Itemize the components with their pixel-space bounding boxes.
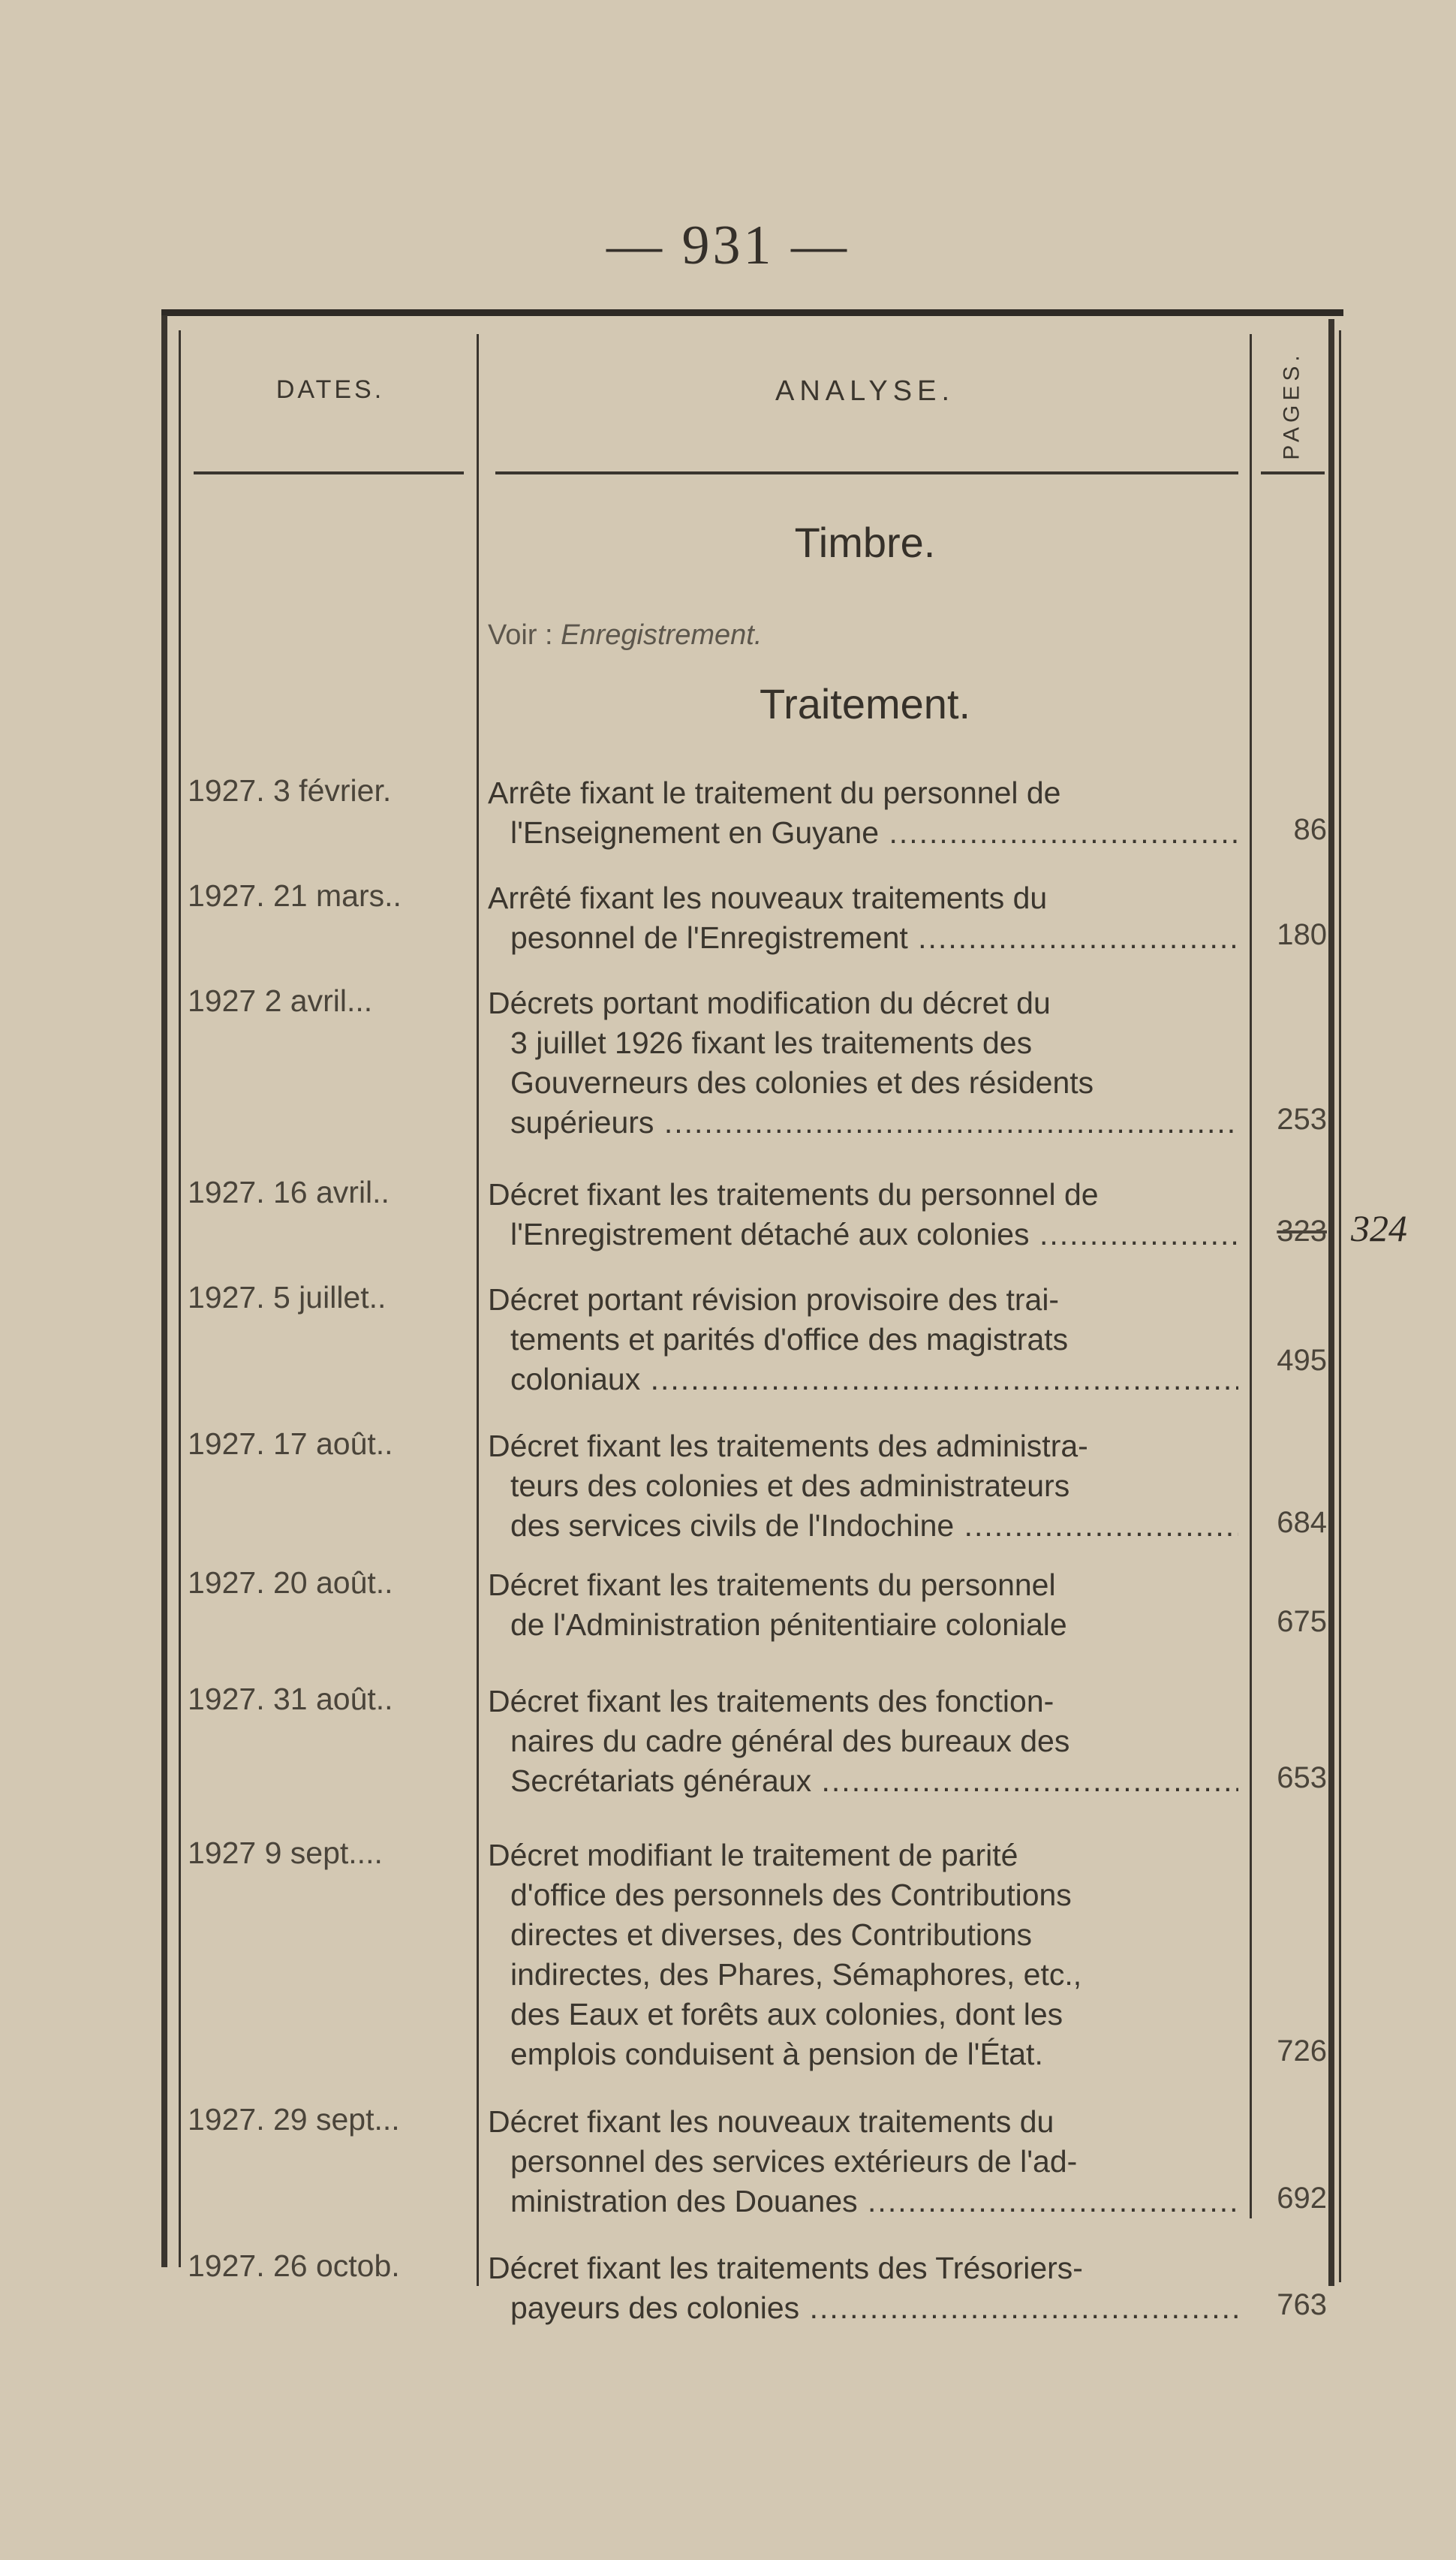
pages-header-rule <box>1261 471 1325 474</box>
see-also-reference: Voir : Enregistrement. <box>488 619 763 651</box>
entry-date: 1927. 5 juillet.. <box>188 1280 387 1315</box>
table-right-border <box>1328 319 1334 2286</box>
entry-date: 1927. 3 février. <box>188 773 392 808</box>
entry-analysis: Décret portant révision provisoire des trai- tements et parités d'office des magistrats coloniaux ..... <box>488 1280 1238 1399</box>
entry-date: 1927 9 sept.... <box>188 1836 383 1870</box>
table-left-inner-rule <box>179 330 181 2267</box>
section-title-timbre: Timbre. <box>794 519 936 566</box>
entry-date: 1927. 16 avril.. <box>188 1175 390 1209</box>
entry-date: 1927. 20 août.. <box>188 1565 393 1600</box>
entry-date: 1927. 26 octob. <box>188 2248 400 2283</box>
dates-column-rule <box>477 334 479 2286</box>
analysis-column-rule <box>1250 334 1252 2218</box>
entry-analysis: Décret modifiant le traitement de parité d'office des personnels des Contributions directes et diverses, des Contributions indirectes, des Phares, Sémaphores, etc., des Eaux et forêts aux colonies, dont les emplois conduisent à pension de l'État. <box>488 1838 1082 2071</box>
entry-date: 1927 2 avril... <box>188 983 373 1018</box>
entry-analysis: Arrête fixant le traitement du personnel de l'Enseignement en Guyane ..... <box>488 773 1238 853</box>
entry-page-ref: 653 <box>1277 1761 1327 1794</box>
entry-page-ref: 86 <box>1293 813 1327 846</box>
section-title-traitement: Traitement. <box>759 680 971 727</box>
entry-analysis: Décrets portant modification du décret du 3 juillet 1926 fixant les traitements des Gouverneurs des colonies et des résidents supérieurs ..... <box>488 983 1238 1143</box>
pages-column-header: PAGES. <box>1280 351 1305 460</box>
entry-date: 1927. 31 août.. <box>188 1682 393 1716</box>
entry-page-ref: 253 <box>1277 1103 1327 1136</box>
entry-analysis: Décret fixant les traitements du personnel de l'Administration pénitentiaire coloniale <box>488 1568 1067 1642</box>
entry-date: 1927. 17 août.. <box>188 1426 393 1461</box>
entry-page-ref: 323 <box>1277 1215 1327 1248</box>
entry-analysis: Décret fixant les traitements du personnel de l'Enregistrement détaché aux colonies ..... <box>488 1175 1238 1254</box>
entry-analysis: Décret fixant les traitements des administra- teurs des colonies et des administrateurs des services civils de l'Indochine ..... <box>488 1426 1238 1546</box>
entry-page-ref: 495 <box>1277 1344 1327 1377</box>
entry-date: 1927. 21 mars.. <box>188 878 402 913</box>
dates-column-header: DATES. <box>275 375 385 404</box>
analysis-column-header: ANALYSE. <box>775 375 955 407</box>
table-left-border <box>161 315 167 2267</box>
entry-date: 1927. 29 sept... <box>188 2102 400 2137</box>
entry-analysis: Arrêté fixant les nouveaux traitements du pesonnel de l'Enregistrement ..... <box>488 878 1238 958</box>
handwritten-page-correction: 324 <box>1351 1207 1407 1249</box>
entry-analysis: Décret fixant les traitements des Trésoriers- payeurs des colonies ..... <box>488 2248 1238 2328</box>
entry-page-ref: 180 <box>1277 918 1327 951</box>
entry-page-ref: 763 <box>1277 2288 1327 2321</box>
entry-page-ref: 726 <box>1277 2034 1327 2068</box>
table-right-inner-rule <box>1339 330 1341 2282</box>
analysis-header-rule <box>495 471 1238 474</box>
page-number: — 931 — <box>606 215 850 276</box>
entry-page-ref: 684 <box>1277 1506 1327 1539</box>
dates-header-rule <box>194 471 464 474</box>
entry-analysis: Décret fixant les nouveaux traitements du personnel des services extérieurs de l'ad- ministration des Douanes ..... <box>488 2102 1238 2221</box>
entry-page-ref: 692 <box>1277 2182 1327 2215</box>
entry-page-ref: 675 <box>1277 1605 1327 1638</box>
entry-analysis: Décret fixant les traitements des fonction- naires du cadre général des bureaux des Secrétariats généraux ..... <box>488 1682 1238 1801</box>
